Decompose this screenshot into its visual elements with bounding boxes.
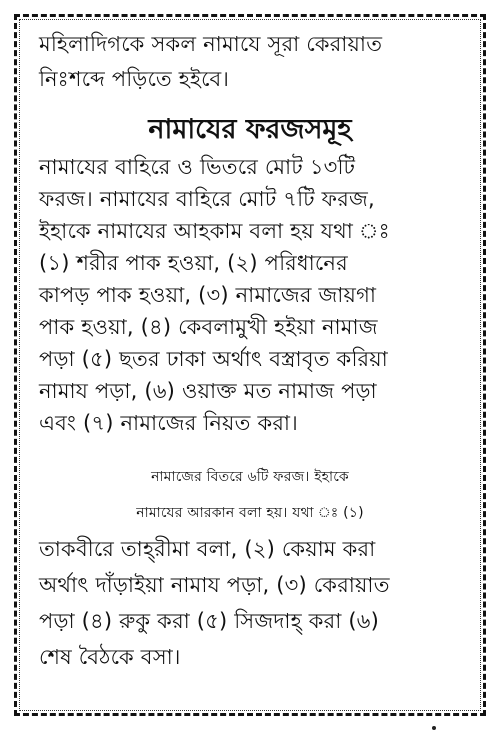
section2-line: পড়া (৪) রুকু করা (৫) সিজদাহ্‌ করা (৬)	[39, 609, 380, 633]
section1-line: (১) শরীর পাক হওয়া, (২) পরিধানের	[39, 251, 348, 275]
section2-line: অর্থাৎ দাঁড়াইয়া নামায পড়া, (৩) কেরায়াত	[39, 573, 390, 597]
section2-line: নামাজের বিতরে ৬টি ফরজ। ইহাকে	[151, 469, 349, 485]
section1-line: পড়া (৫) ছতর ঢাকা অর্থাৎ বস্ত্রাবৃত করিয়া	[39, 347, 388, 371]
section1-line: এবং (৭) নামাজের নিয়ত করা।	[39, 411, 298, 435]
section1-line: ইহাকে নামাযের আহকাম বলা হয় যথা ঃ	[39, 219, 390, 243]
section2-line: নামাযের আরকান বলা হয়। যথা ঃ (১)	[136, 505, 364, 521]
intro-line-1: মহিলাদিগকে সকল নামাযে সূরা কেরায়াত	[39, 32, 383, 56]
section1-line: কাপড় পাক হওয়া, (৩) নামাজের জায়গা	[39, 283, 377, 307]
section2-line: শেষ বৈঠকে বসা।	[39, 645, 181, 669]
section1-line: নামাযের বাহিরে ও ভিতরে মোট ১৩টি	[39, 155, 356, 179]
section-heading: নামাযের ফরজসমূহ	[148, 114, 352, 145]
section1-line: ফরজ। নামাযের বাহিরে মোট ৭টি ফরজ,	[39, 187, 375, 211]
ink-speck	[432, 726, 436, 730]
intro-line-2: নিঃশব্দে পড়িতে হইবে।	[39, 67, 230, 91]
section1-line: নামায পড়া, (৬) ওয়াক্ত মত নামাজ পড়া	[39, 379, 377, 403]
section1-line: পাক হওয়া, (৪) কেবলামুখী হইয়া নামাজ	[39, 315, 378, 339]
bordered-text-box	[14, 14, 486, 716]
section2-line: তাকবীরে তাহ্‌রীমা বলা, (২) কেয়াম করা	[39, 537, 376, 561]
